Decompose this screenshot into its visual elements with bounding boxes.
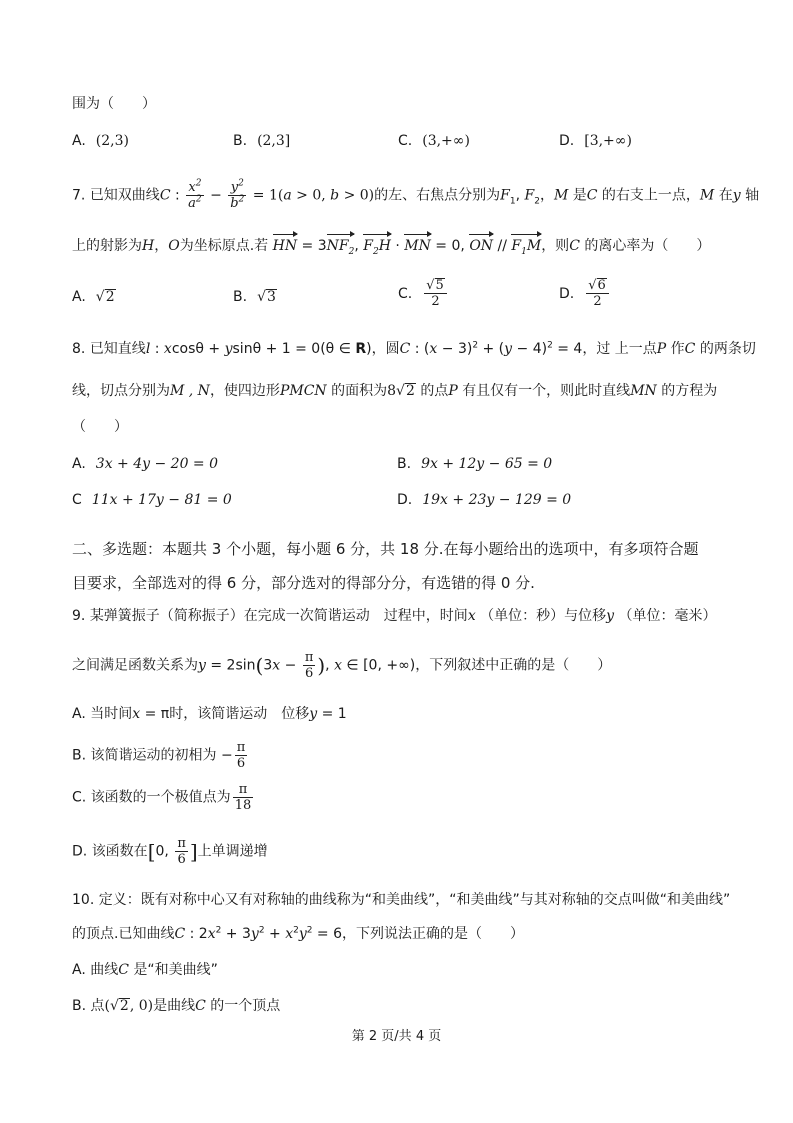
q8-stem-line1: 8. 已知直线l : xcosθ + ysinθ + 1 = 0(θ ∈ R)，圆C : $(x - 3)^2 + (y - 4)^2 = 4$，过 上一点P 作C 的两条切 — [72, 340, 756, 357]
q6-option-d: D. [3,+∞) — [559, 133, 632, 149]
q6-stem-tail: 围为（ ） — [72, 96, 156, 112]
q7-option-b: B. √3 — [233, 289, 276, 305]
q10-option-b: B. 点(√2, 0)是曲线C 的一个顶点 — [72, 998, 281, 1014]
q6-option-b: B. (2,3] — [233, 133, 291, 149]
q7-option-c: C. $\frac{√5}{2}$ — [398, 278, 449, 309]
page-number-footer: 第 2 页/共 4 页 — [351, 1029, 442, 1044]
q9-option-d: D. 该函数在[0, $\frac{\pi}{6}$ ]上单调递增 — [72, 836, 268, 867]
q8-stem-line3: （ ） — [72, 419, 128, 435]
q8-stem-line2: 线，切点分别为M , N，使四边形PMCN 的面积为8√2 的点P 有且仅有一个，则此时直线MN 的方程为 — [72, 383, 718, 399]
section-2-heading-line1: 二、多选题：本题共 3 个小题，每小题 6 分，共 18 分.在每小题给出的选项中，有多项符合题 — [72, 540, 699, 558]
q7-option-d: D. $\frac{√6}{2}$ — [559, 278, 611, 309]
q10-stem-line1: 10. 定义：既有对称中心又有对称轴的曲线称为“和美曲线”，“和美曲线”与其对称轴的交点叫做“和美曲线” — [72, 892, 731, 908]
q9-option-b: B. 该简谐运动的初相为 − $\frac{\pi}{6}$ — [72, 740, 246, 771]
q7-stem-line2: 上的射影为H，O为坐标原点.若 HN = $3NF_2$, $F_2H$ · MN = 0, ON // $F_1M$，则C 的离心率为（ ） — [72, 234, 710, 256]
q6-option-c: C. (3,+∞) — [398, 133, 470, 149]
q9-option-c: C. 该函数的一个极值点为 $\frac{\pi}{18}$ — [72, 782, 252, 813]
q10-option-a: A. 曲线C 是“和美曲线” — [72, 962, 218, 978]
q8-option-b: B. 9x + 12y − 65 = 0 — [397, 456, 553, 472]
q9-stem-line1: 9. 某弹簧振子（简称振子）在完成一次简谐运动 过程中，时间x （单位：秒）与位移y （单位：毫米） — [72, 608, 717, 624]
section-2-heading-line2: 目要求，全部选对的得 6 分，部分选对的得部分分，有选错的得 0 分. — [72, 574, 535, 592]
q8-option-a: A. 3x + 4y − 20 = 0 — [72, 456, 219, 472]
q7-option-a: A. √2 — [72, 289, 115, 305]
q8-option-c: C 11x + 17y − 81 = 0 — [72, 492, 232, 508]
q9-stem-line2: 之间满足函数关系为y = 2sin(3x − $\frac{\pi}{6}$ ), x ∈ [0, +∞)，下列叙述中正确的是（ ） — [72, 650, 612, 681]
q10-stem-line2: 的顶点.已知曲线C : $2x^2 + 3y^2 + x^2y^2 = 6$，下列说法正确的是（ ） — [72, 925, 525, 942]
q8-option-d: D. 19x + 23y − 129 = 0 — [397, 492, 572, 508]
q7-stem-line1: 7. 已知双曲线C : $\frac{x^2}{a^2}$ − $\frac{y^2}{b^2}$ = 1(a > 0, b > 0)的左、右焦点分别为$F_1$, $F_2$，M 是C 的右支上一点，M 在y 轴 — [72, 178, 760, 211]
q9-option-a: A. 当时间x = π时，该简谐运动 位移y = 1 — [72, 706, 347, 722]
q6-option-a: A. (2,3) — [72, 133, 129, 149]
